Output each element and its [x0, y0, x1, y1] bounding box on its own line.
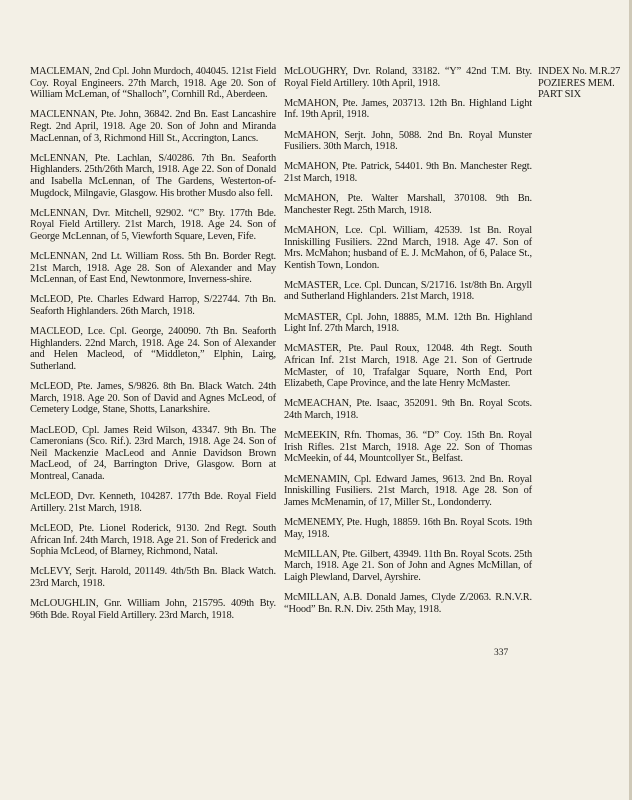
register-entry: McLEOD, Dvr. Kenneth, 104287. 177th Bde. Royal Field Artillery. 21st March, 1918. — [30, 491, 276, 514]
register-entry: McLEOD, Pte. Lionel Roderick, 9130. 2nd Regt. South African Inf. 24th March, 1918. Age 21. Son of Frederick and Sophia McLeod, of Blarney, Richmond, Natal. — [30, 522, 276, 558]
index-header — [538, 66, 632, 101]
register-entry: McMEEKIN, Rfn. Thomas, 36. “D” Coy. 15th Bn. Royal Irish Rifles. 21st March, 1918. Age 22. Son of Thomas McMeekin, of 44, Mountcollyer St., Belfast. — [284, 430, 532, 465]
register-entry: McMASTER, Lce. Cpl. Duncan, S/21716. 1st/8th Bn. Argyll and Sutherland Highlanders. 21st March, 1918. — [284, 279, 532, 303]
left-column — [30, 66, 276, 630]
register-entry: McLEOD, Pte. James, S/9826. 8th Bn. Black Watch. 24th March, 1918. Age 20. Son of David and Agnes McLeod, of Cemetery Lodge, Stane, Shotts, Lanarkshire. — [30, 381, 276, 416]
register-entry: MACLENNAN, Pte. John, 36842. 2nd Bn. East Lancashire Regt. 2nd April, 1918. Age 20. Son of John and Miranda MacLennan, of 3, Richmond Hill St., Accrington, Lancs. — [30, 109, 276, 144]
register-entry: McMENAMIN, Cpl. Edward James, 9613. 2nd Bn. Royal Inniskilling Fusiliers. 21st March, 1918. Age 28. Son of James McMenamin, of 17, Miller St., Londonderry. — [284, 473, 532, 508]
register-entry: McLENNAN, Pte. Lachlan, S/40286. 7th Bn. Seaforth Highlanders. 25th/26th March, 1918. Age 22. Son of Donald and Isabella McLennan, of The Gardens, Westerton-of-Mugdock, Milngavie, Glasgow. His brother Musdo also fell. — [30, 152, 276, 199]
register-entry: McMAHON, Pte. James, 203713. 12th Bn. Highland Light Inf. 19th April, 1918. — [284, 97, 532, 121]
register-entry: McLENNAN, Dvr. Mitchell, 92902. “C” Bty. 177th Bde. Royal Field Artillery. 21st March, 1918. Age 24. Son of George McLennan, of 5, Viewforth Square, Leven, Fife. — [30, 207, 276, 242]
register-entry: MACLEOD, Lce. Cpl. George, 240090. 7th Bn. Seaforth Highlanders. 22nd March, 1918. Age 24. Son of Alexander and Helen Macleod, of “Middleton,” Elphin, Lairg, Sutherland. — [30, 326, 276, 373]
middle-column — [284, 66, 532, 624]
register-entry: McLOUGHRY, Dvr. Roland, 33182. “Y” 42nd T.M. Bty. Royal Field Artillery. 10th April, 1918. — [284, 66, 532, 89]
register-entry: McMILLAN, A.B. Donald James, Clyde Z/2063. R.N.V.R. “Hood” Bn. R.N. Div. 25th May, 1918. — [284, 592, 532, 615]
register-entry: MACLEMAN, 2nd Cpl. John Murdoch, 404045. 121st Field Coy. Royal Engineers. 27th March, 1918. Age 20. Son of William McLeman, of “Shalloch”, Cornhill Rd., Aberdeen. — [30, 66, 276, 101]
register-entry: McMAHON, Pte. Patrick, 54401. 9th Bn. Manchester Regt. 21st March, 1918. — [284, 161, 532, 184]
register-entry: McMAHON, Pte. Walter Marshall, 370108. 9th Bn. Manchester Regt. 25th March, 1918. — [284, 193, 532, 216]
register-entry: McMAHON, Lce. Cpl. William, 42539. 1st Bn. Royal Inniskilling Fusiliers. 22nd March, 1918. Age 47. Son of Mrs. McMahon; husband of E. J. McMahon, of 6, Palace St., Kentish Town, London. — [284, 224, 532, 271]
register-entry: MacLEOD, Cpl. James Reid Wilson, 43347. 9th Bn. The Cameronians (Sco. Rif.). 23rd March, 1918. Age 24. Son of Neil Mackenzie MacLeod and Annie Davidson Brown MacLeod, of 24, Barrington Drive, Glasgow. Born at Montreal, Canada. — [30, 424, 276, 482]
register-entry: McLOUGHLIN, Gnr. William John, 215795. 409th Bty. 96th Bde. Royal Field Artillery. 23rd March, 1918. — [30, 598, 276, 621]
register-entry: McMAHON, Serjt. John, 5088. 2nd Bn. Royal Munster Fusiliers. 30th March, 1918. — [284, 129, 532, 153]
register-entry: McMASTER, Pte. Paul Roux, 12048. 4th Regt. South African Inf. 21st March, 1918. Age 21. Son of Gertrude McMaster, of 10, Trafalgar Square, North End, Port Elizabeth, Cape Province, and the late Henry McMaster. — [284, 343, 532, 390]
register-entry: McMEACHAN, Pte. Isaac, 352091. 9th Bn. Royal Scots. 24th March, 1918. — [284, 398, 532, 421]
page-number: 337 — [494, 648, 509, 658]
index-number: INDEX No. M.R.27 — [538, 66, 621, 77]
register-entry: McMILLAN, Pte. Gilbert, 43949. 11th Bn. Royal Scots. 25th March, 1918. Age 21. Son of John and Agnes McMillan, of Laigh Plewland, Darvel, Ayrshire. — [284, 548, 532, 583]
memorial-name: POZIERES MEM. — [538, 77, 615, 89]
register-entry: McMENEMY, Pte. Hugh, 18859. 16th Bn. Royal Scots. 19th May, 1918. — [284, 516, 532, 540]
register-entry: McLEOD, Pte. Charles Edward Harrop, S/22744. 7th Bn. Seaforth Highlanders. 26th March, 1918. — [30, 294, 276, 318]
register-entry: McLENNAN, 2nd Lt. William Ross. 5th Bn. Border Regt. 21st March, 1918. Age 28. Son of Alexander and May McLennan, of East End, Newtonmore, Inverness-shire. — [30, 251, 276, 286]
register-entry: McMASTER, Cpl. John, 18885, M.M. 12th Bn. Highland Light Inf. 27th March, 1918. — [284, 311, 532, 335]
part-label: PART SIX — [538, 89, 581, 101]
register-entry: McLEVY, Serjt. Harold, 201149. 4th/5th Bn. Black Watch. 23rd March, 1918. — [30, 566, 276, 589]
